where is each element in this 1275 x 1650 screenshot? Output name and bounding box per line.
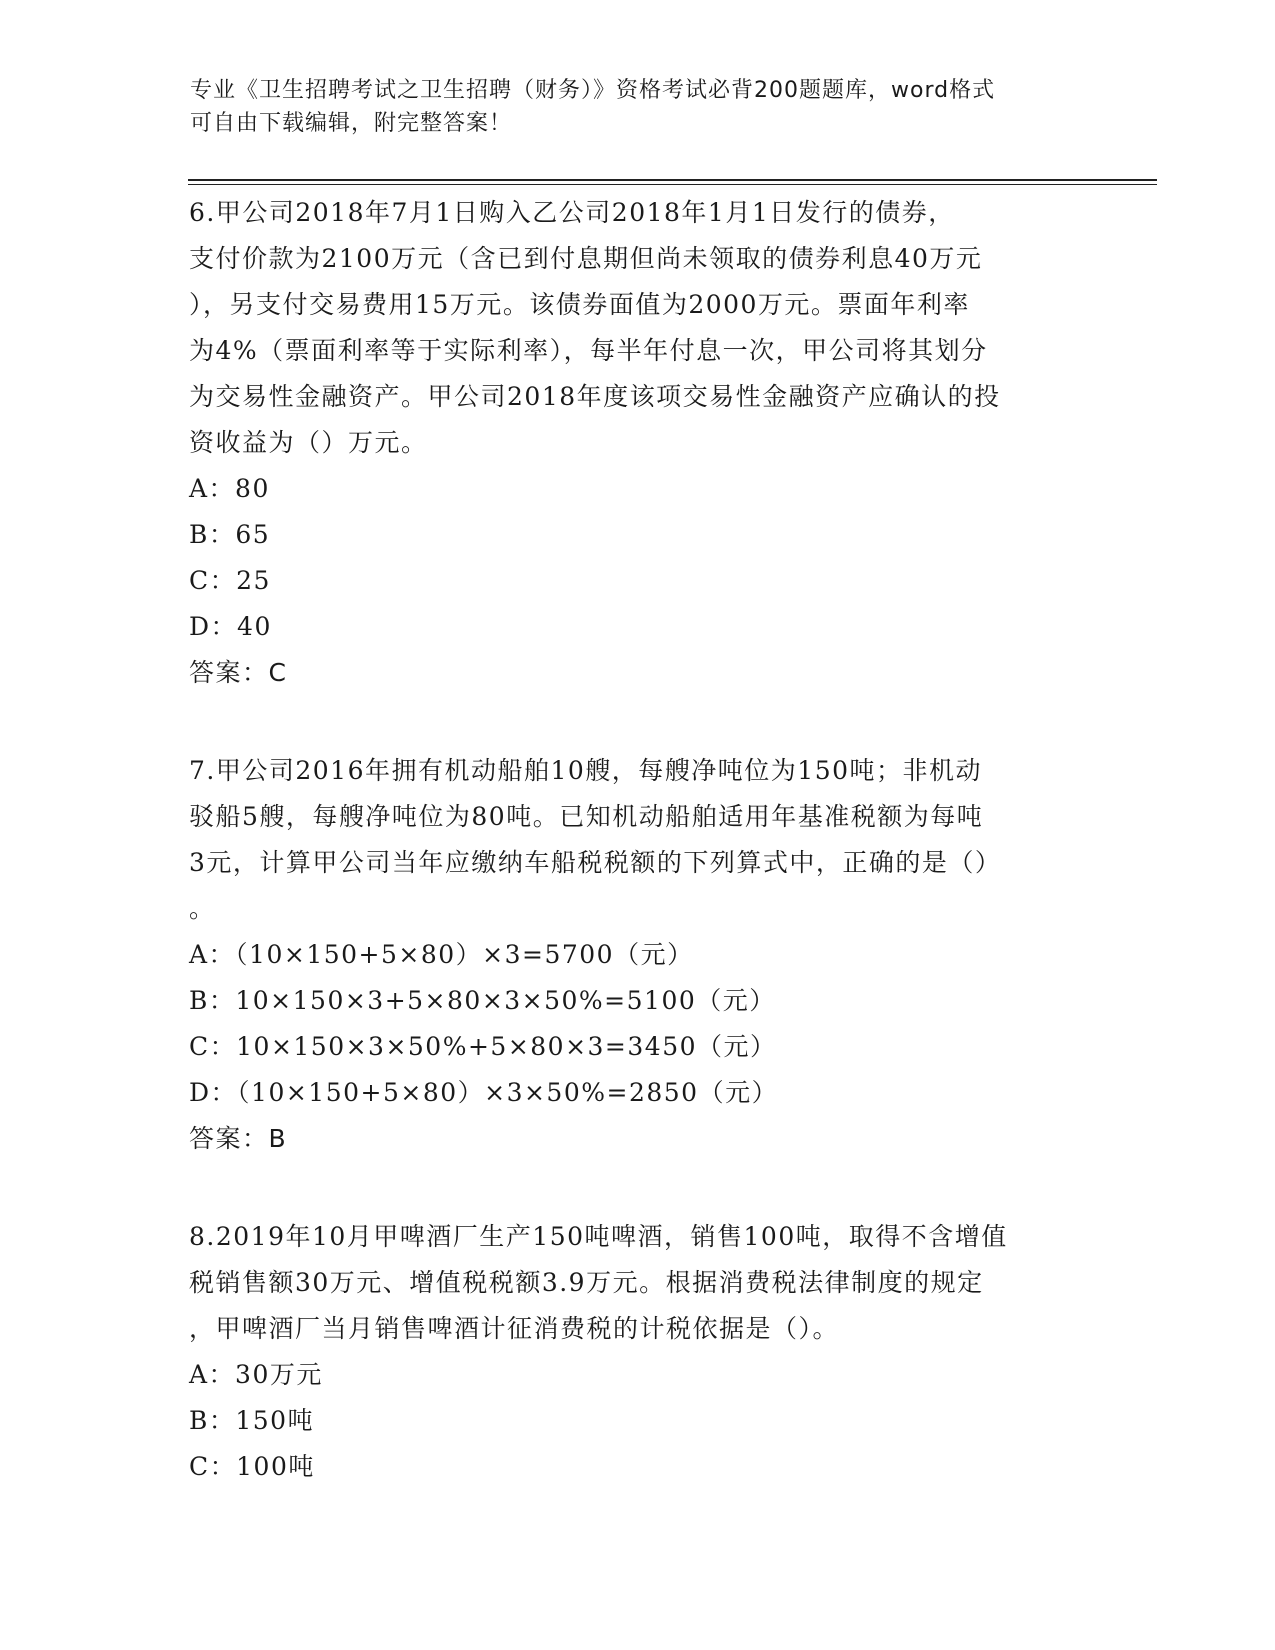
option-c: C：10×150×3×50%+5×80×3=3450（元） [189, 1032, 777, 1061]
question-text: 7.甲公司2016年拥有机动船舶10艘，每艘净吨位为150吨；非机动 驳船5艘，每艘净吨位为80吨。已知机动船舶适用年基准税额为每吨 3元，计算甲公司当年应缴纳车船税税额的下列算式中，正确的是（） 。 [189, 756, 1002, 923]
document-header [190, 74, 1090, 140]
option-c: C：25 [189, 566, 271, 595]
option-b: B：150吨 [189, 1406, 315, 1435]
question-text: 8.2019年10月甲啤酒厂生产150吨啤酒，销售100吨，取得不含增值 税销售额30万元、增值税税额3.9万元。根据消费税法律制度的规定 ，甲啤酒厂当月销售啤酒计征消费税的计税依据是（）。 [189, 1222, 1008, 1343]
question-6 [189, 190, 1089, 696]
question-text: 6.甲公司2018年7月1日购入乙公司2018年1月1日发行的债券， 支付价款为2100万元（含已到付息期但尚未领取的债券利息40万元 ），另支付交易费用15万元。该债券面值为2000万元。票面年利率 为4%（票面利率等于实际利率），每半年付息一次，甲公司将其划分 为交易性金融资产。甲公司2018年度该项交易性金融资产应确认的投 资收益为（）万元。 [189, 198, 1001, 457]
option-d: D：40 [189, 612, 272, 641]
header-divider-thin [188, 184, 1157, 185]
question-7 [189, 748, 1089, 1162]
option-a: A：80 [189, 474, 270, 503]
header-divider-thick [188, 179, 1157, 181]
option-d: D：（10×150+5×80）×3×50%=2850（元） [189, 1078, 779, 1107]
answer: 答案：C [189, 658, 288, 687]
header-line-1: 专业《卫生招聘考试之卫生招聘（财务）》资格考试必背200题题库，word格式 [190, 78, 996, 103]
option-a: A：（10×150+5×80）×3=5700（元） [189, 940, 694, 969]
question-8 [189, 1214, 1089, 1490]
option-b: B：65 [189, 520, 271, 549]
header-line-2: 可自由下载编辑，附完整答案！ [190, 111, 513, 136]
answer: 答案：B [189, 1124, 288, 1153]
question-list [189, 190, 1089, 1542]
option-a: A：30万元 [189, 1360, 323, 1389]
option-c: C：100吨 [189, 1452, 315, 1481]
option-b: B：10×150×3+5×80×3×50%=5100（元） [189, 986, 776, 1015]
